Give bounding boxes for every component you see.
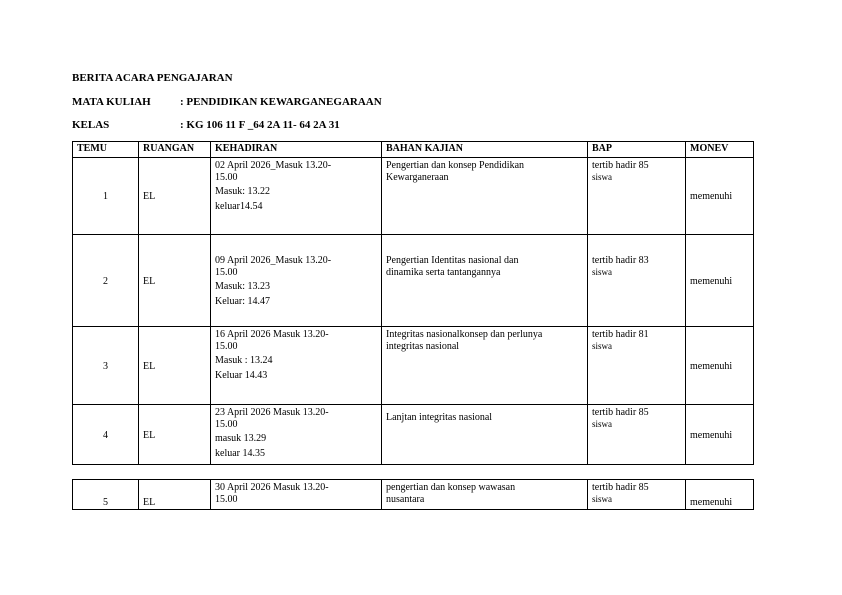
header-ruangan: RUANGAN [139,142,211,158]
bahan-line: integritas nasional [386,340,460,352]
kehadiran-line: Keluar: 14.47 [215,295,270,307]
kehadiran-line: 23 April 2026 Masuk 13.20- [215,407,329,418]
kehadiran-line: 15.00 [215,266,238,278]
ruangan-cell: EL [139,480,211,510]
table-row [73,158,754,235]
bahan-line: Lanjtan integritas nasional [386,412,493,423]
kehadiran-line: Masuk: 13.22 [215,186,270,197]
bap-sub-line: siswa [592,418,612,429]
bap-cell [588,405,686,465]
bahan-line: pengertian dan konsep wawasan [386,482,516,493]
kelas-label: KELAS [72,119,110,131]
bahan-kajian-cell [382,480,588,510]
bahan-line: dinamika serta tantangannya [386,266,501,278]
kehadiran-cell [211,158,382,235]
temu-cell: 5 [73,480,139,510]
bahan-kajian-cell [382,405,588,465]
monev-cell: memenuhi [686,405,754,465]
kehadiran-cell [211,235,382,327]
gap-cell [382,465,588,480]
bap-line: tertib hadir 85 [592,160,649,171]
table-row [73,405,754,465]
kehadiran-line: 16 April 2026 Masuk 13.20- [215,329,329,340]
kehadiran-line: 15.00 [215,171,238,183]
header-monev: MONEV [686,142,754,158]
table-row [73,480,754,510]
header-bahan-kajian: BAHAN KAJIAN [382,142,588,158]
monev-cell: memenuhi [686,327,754,405]
kehadiran-line: 15.00 [215,340,238,352]
kehadiran-cell [211,480,382,510]
mata-kuliah-line [72,96,382,108]
monev-cell: memenuhi [686,235,754,327]
monev-cell: memenuhi [686,480,754,510]
bap-cell [588,158,686,235]
kelas-line [72,119,340,131]
ruangan-cell: EL [139,327,211,405]
ruangan-cell: EL [139,235,211,327]
mata-kuliah-label: MATA KULIAH [72,96,151,108]
bap-line: tertib hadir 85 [592,482,649,493]
ruangan-cell: EL [139,158,211,235]
bap-sub-line: siswa [592,340,612,351]
bahan-line: Pengertian Identitas nasional dan [386,255,519,266]
table-header-row [73,142,754,158]
header-temu: TEMU [73,142,139,158]
kehadiran-line: masuk 13.29 [215,433,267,444]
berita-acara-table [72,141,754,510]
kehadiran-line: Keluar 14.43 [215,369,268,381]
temu-cell: 3 [73,327,139,405]
gap-cell [139,465,211,480]
bap-line: tertib hadir 85 [592,407,649,418]
bap-sub-line: siswa [592,266,612,277]
bahan-line: Kewarganeraan [386,171,449,183]
gap-cell [211,465,382,480]
table-gap-row [73,465,754,480]
kehadiran-line: 30 April 2026 Masuk 13.20- [215,482,329,493]
bap-sub-line: siswa [592,493,612,504]
kelas-value: : KG 106 11 F _64 2A 11- 64 2A 31 [180,119,340,131]
bahan-line: nusantara [386,493,425,505]
kehadiran-cell [211,327,382,405]
bahan-kajian-cell [382,158,588,235]
temu-cell: 1 [73,158,139,235]
mata-kuliah-value: : PENDIDIKAN KEWARGANEGARAAN [180,96,382,108]
kehadiran-line: 02 April 2026_Masuk 13.20- [215,160,332,171]
kehadiran-line: 15.00 [215,418,238,430]
kehadiran-cell [211,405,382,465]
bahan-kajian-cell [382,327,588,405]
header-bap: BAP [588,142,686,158]
bap-cell [588,327,686,405]
kehadiran-line: Masuk: 13.23 [215,281,270,292]
gap-cell [588,465,686,480]
bahan-kajian-cell [382,235,588,327]
document-title: BERITA ACARA PENGAJARAN [72,72,233,84]
bahan-line: Pengertian dan konsep Pendidikan [386,160,525,171]
ruangan-cell: EL [139,405,211,465]
kehadiran-line: 09 April 2026_Masuk 13.20- [215,255,332,266]
table-row [73,327,754,405]
bap-line: tertib hadir 81 [592,329,649,340]
bap-cell [588,480,686,510]
gap-cell [73,465,139,480]
kehadiran-line: keluar14.54 [215,200,263,212]
bahan-line: Integritas nasionalkonsep dan perlunya [386,329,543,340]
temu-cell: 4 [73,405,139,465]
monev-cell: memenuhi [686,158,754,235]
kehadiran-line: 15.00 [215,493,238,505]
header-kehadiran: KEHADIRAN [211,142,382,158]
kehadiran-line: keluar 14.35 [215,447,265,459]
bap-cell [588,235,686,327]
temu-cell: 2 [73,235,139,327]
gap-cell [686,465,754,480]
table-row [73,235,754,327]
bap-sub-line: siswa [592,171,612,182]
kehadiran-line: Masuk : 13.24 [215,355,273,366]
bap-line: tertib hadir 83 [592,255,649,266]
